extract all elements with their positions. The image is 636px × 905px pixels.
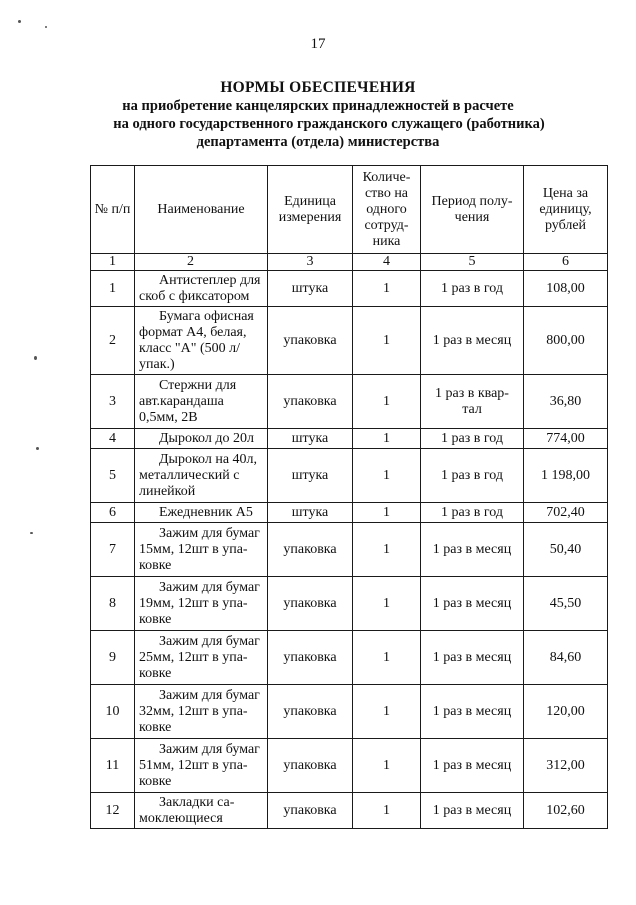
row-name-first-line: Ежедневник А5 xyxy=(159,504,253,520)
scan-speck xyxy=(30,532,33,534)
row-price: 36,80 xyxy=(524,375,608,429)
column-number: 3 xyxy=(268,254,353,271)
row-period: 1 раз в месяц xyxy=(421,631,524,685)
row-period: 1 раз в год xyxy=(421,503,524,523)
row-name xyxy=(135,523,268,577)
row-name-first-line: Бумага офисная xyxy=(159,308,254,324)
table-row xyxy=(91,523,608,577)
row-unit: штука xyxy=(268,271,353,307)
table-row xyxy=(91,793,608,829)
row-price: 702,40 xyxy=(524,503,608,523)
row-price: 774,00 xyxy=(524,429,608,449)
row-period: 1 раз в месяц xyxy=(421,523,524,577)
row-num: 4 xyxy=(91,429,135,449)
row-name xyxy=(135,307,268,375)
row-price: 84,60 xyxy=(524,631,608,685)
column-number-row xyxy=(91,254,608,271)
row-qty: 1 xyxy=(353,429,421,449)
table-row xyxy=(91,307,608,375)
row-num: 5 xyxy=(91,449,135,503)
row-qty: 1 xyxy=(353,523,421,577)
row-num: 7 xyxy=(91,523,135,577)
row-price: 800,00 xyxy=(524,307,608,375)
row-name xyxy=(135,577,268,631)
row-name xyxy=(135,429,268,449)
row-name xyxy=(135,739,268,793)
row-name-first-line: Зажим для бумаг xyxy=(159,687,260,703)
row-num: 9 xyxy=(91,631,135,685)
row-name-rest: формат А4, белая, класс "А" (500 л/упак.) xyxy=(139,324,247,372)
row-name-rest: скоб с фиксатором xyxy=(139,288,250,304)
row-name-rest: авт.карандаша 0,5мм, 2В xyxy=(139,393,224,425)
header-unit: Единица измерения xyxy=(268,166,353,254)
row-name-rest: 19мм, 12шт в упа-ковке xyxy=(139,595,248,627)
row-unit: упаковка xyxy=(268,307,353,375)
row-name-first-line: Зажим для бумаг xyxy=(159,525,260,541)
row-qty: 1 xyxy=(353,503,421,523)
row-period: 1 раз в месяц xyxy=(421,307,524,375)
row-unit: упаковка xyxy=(268,577,353,631)
header-period: Период полу-чения xyxy=(421,166,524,254)
row-period xyxy=(421,375,524,429)
scan-speck xyxy=(34,356,37,360)
row-num: 1 xyxy=(91,271,135,307)
document-title: НОРМЫ ОБЕСПЕЧЕНИЯ xyxy=(220,79,416,96)
row-period: 1 раз в год xyxy=(421,449,524,503)
row-name-first-line: Дырокол на 40л, xyxy=(159,451,258,467)
table-row xyxy=(91,631,608,685)
header-num: № п/п xyxy=(91,166,135,254)
column-number: 5 xyxy=(421,254,524,271)
row-price: 50,40 xyxy=(524,523,608,577)
document-subtitle-line-1: на приобретение канцелярских принадлежностей в расчете xyxy=(122,98,514,114)
header-price: Цена за единицу, рублей xyxy=(524,166,608,254)
row-name-first-line: Антистеплер для xyxy=(159,272,261,288)
row-name xyxy=(135,503,268,523)
row-qty: 1 xyxy=(353,577,421,631)
row-num: 11 xyxy=(91,739,135,793)
row-name xyxy=(135,793,268,829)
row-period: 1 раз в месяц xyxy=(421,685,524,739)
row-num: 12 xyxy=(91,793,135,829)
table-row xyxy=(91,429,608,449)
row-name xyxy=(135,375,268,429)
row-qty: 1 xyxy=(353,793,421,829)
row-num: 8 xyxy=(91,577,135,631)
scan-speck xyxy=(36,447,39,450)
row-unit: штука xyxy=(268,449,353,503)
row-period: 1 раз в месяц xyxy=(421,577,524,631)
row-name-rest: 32мм, 12шт в упа-ковке xyxy=(139,703,248,735)
row-qty: 1 xyxy=(353,685,421,739)
header-qty: Количе-ство на одного сотруд-ника xyxy=(353,166,421,254)
row-name-rest: 25мм, 12шт в упа-ковке xyxy=(139,649,248,681)
supply-norms-table xyxy=(90,165,608,829)
row-name-first-line: Стержни для xyxy=(159,377,237,393)
row-period-text: 1 раз в квар-тал xyxy=(435,385,509,417)
document-subtitle-line-3: департамента (отдела) министерства xyxy=(196,134,440,150)
row-unit: упаковка xyxy=(268,631,353,685)
row-qty: 1 xyxy=(353,307,421,375)
row-num: 10 xyxy=(91,685,135,739)
header-name: Наименование xyxy=(135,166,268,254)
row-unit: штука xyxy=(268,429,353,449)
table-header-row xyxy=(91,166,608,254)
row-qty: 1 xyxy=(353,449,421,503)
row-period: 1 раз в месяц xyxy=(421,793,524,829)
row-name xyxy=(135,685,268,739)
table-row xyxy=(91,503,608,523)
row-name-first-line: Дырокол до 20л xyxy=(159,430,254,446)
row-qty: 1 xyxy=(353,631,421,685)
table-row xyxy=(91,577,608,631)
document-heading xyxy=(0,79,636,151)
row-price: 45,50 xyxy=(524,577,608,631)
row-price: 1 198,00 xyxy=(524,449,608,503)
row-price: 312,00 xyxy=(524,739,608,793)
row-name-rest: 15мм, 12шт в упа-ковке xyxy=(139,541,248,573)
table-row xyxy=(91,739,608,793)
row-unit: упаковка xyxy=(268,685,353,739)
row-qty: 1 xyxy=(353,739,421,793)
row-period: 1 раз в год xyxy=(421,429,524,449)
page-number: 17 xyxy=(310,36,326,52)
row-name-first-line: Закладки са- xyxy=(159,794,235,810)
row-num: 3 xyxy=(91,375,135,429)
table-row xyxy=(91,271,608,307)
row-qty: 1 xyxy=(353,375,421,429)
column-number: 6 xyxy=(524,254,608,271)
row-period: 1 раз в месяц xyxy=(421,739,524,793)
row-name xyxy=(135,631,268,685)
column-number: 1 xyxy=(91,254,135,271)
column-number: 2 xyxy=(135,254,268,271)
row-unit: штука xyxy=(268,503,353,523)
row-name-first-line: Зажим для бумаг xyxy=(159,579,260,595)
row-name-rest: моклеющиеся xyxy=(139,810,223,826)
scan-speck xyxy=(45,26,47,28)
scan-speck xyxy=(18,20,21,23)
row-period: 1 раз в год xyxy=(421,271,524,307)
row-price: 102,60 xyxy=(524,793,608,829)
row-name-rest: металлический с линейкой xyxy=(139,467,240,499)
row-unit: упаковка xyxy=(268,793,353,829)
column-number: 4 xyxy=(353,254,421,271)
row-unit: упаковка xyxy=(268,523,353,577)
row-num: 6 xyxy=(91,503,135,523)
row-name-rest: 51мм, 12шт в упа-ковке xyxy=(139,757,248,789)
row-num: 2 xyxy=(91,307,135,375)
row-name-first-line: Зажим для бумаг xyxy=(159,741,260,757)
table-row xyxy=(91,685,608,739)
row-name xyxy=(135,449,268,503)
row-unit: упаковка xyxy=(268,739,353,793)
document-subtitle-line-2: на одного государственного гражданского служащего (работника) xyxy=(113,116,545,132)
table-row xyxy=(91,449,608,503)
row-qty: 1 xyxy=(353,271,421,307)
row-name-first-line: Зажим для бумаг xyxy=(159,633,260,649)
row-price: 120,00 xyxy=(524,685,608,739)
row-name xyxy=(135,271,268,307)
row-price: 108,00 xyxy=(524,271,608,307)
table-row xyxy=(91,375,608,429)
row-unit: упаковка xyxy=(268,375,353,429)
